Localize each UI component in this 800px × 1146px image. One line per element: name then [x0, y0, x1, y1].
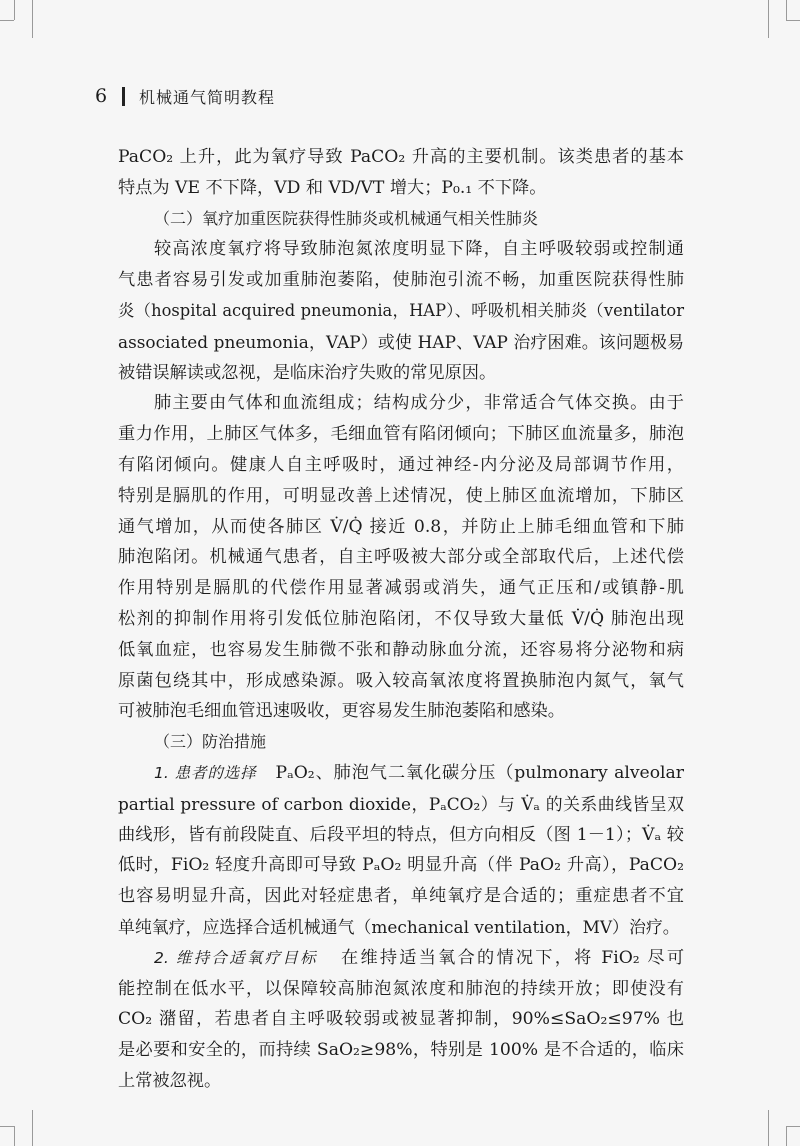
text-line: 低氧血症，也容易发生肺微不张和静动脉血分流，还容易将分泌物和病 — [118, 639, 684, 660]
text-line: 能控制在低水平，以保障较高肺泡氮浓度和肺泡的持续开放；即使没有 — [118, 978, 684, 999]
crop-mark-top-right-v2 — [786, 0, 787, 20]
text-line: 单纯氧疗，应选择合适机械通气（mechanical ventilation，MV）治疗。 — [118, 916, 680, 937]
text-line: 较高浓度氧疗将导致肺泡氮浓度明显下降，自主呼吸较弱或控制通 — [154, 239, 684, 260]
text-line: 通气增加，从而使各肺区 V̇/Q̇ 接近 0.8，并防止上肺毛细血管和下肺 — [118, 516, 684, 537]
text-span: 在维持适当氧合的情况下，将 FiO₂ 尽可 — [341, 947, 685, 968]
text-line: 被错误解读或忽视，是临床治疗失败的常见原因。 — [118, 362, 497, 383]
crop-mark-top-left-h — [0, 20, 14, 21]
text-line: 气患者容易引发或加重肺泡萎陷，使肺泡引流不畅，加重医院获得性肺 — [118, 270, 684, 291]
text-line: 肺泡陷闭。机械通气患者，自主呼吸被大部分或全部取代后，上述代偿 — [118, 547, 684, 568]
text-line: 特别是膈肌的作用，可明显改善上述情况，使上肺区血流增加，下肺区 — [118, 485, 684, 506]
crop-mark-top-right-v — [768, 0, 769, 38]
crop-mark-bottom-left-h — [0, 1126, 14, 1127]
crop-mark-bottom-right-h — [786, 1126, 800, 1127]
text-line: 炎（hospital acquired pneumonia，HAP）、呼吸机相关肺炎（ventilator — [118, 300, 684, 320]
page-number: 6 — [94, 85, 108, 107]
text-line: 上常被忽视。 — [118, 1070, 222, 1091]
text-line: 曲线形，皆有前段陡直、后段平坦的特点，但方向相反（图 1－1）；V̇ₐ 较 — [118, 824, 684, 845]
crop-mark-bottom-right-v2 — [786, 1126, 787, 1146]
text-line: 可被肺泡毛细血管迅速吸收，更容易发生肺泡萎陷和感染。 — [118, 701, 565, 722]
crop-mark-bottom-left-v — [32, 1110, 33, 1146]
subheading-inline: 1. 患者的选择 — [154, 763, 257, 782]
text-line: 有陷闭倾向。健康人自主呼吸时，通过神经-内分泌及局部调节作用， — [118, 454, 684, 475]
text-line: CO₂ 潴留，若患者自主呼吸较弱或被显著抑制，90%≤SaO₂≤97% 也 — [118, 1009, 684, 1030]
text-line: associated pneumonia，VAP）或使 HAP、VAP 治疗困难。该问题极易 — [118, 331, 684, 352]
text-line: 重力作用，上肺区气体多，毛细血管有陷闭倾向；下肺区血流量多，肺泡 — [118, 424, 684, 445]
text-line — [118, 758, 684, 789]
text-line: 是必要和安全的，而持续 SaO₂≥98%，特别是 100% 是不合适的，临床 — [118, 1040, 684, 1061]
text-line: 特点为 VE 不下降，VD 和 VD/VT 增大；P₀.₁ 不下降。 — [118, 177, 547, 198]
crop-mark-top-left-v — [32, 0, 33, 38]
section-heading: （三）防治措施 — [154, 732, 267, 752]
header-divider — [122, 87, 125, 106]
crop-mark-bottom-right-v — [768, 1110, 769, 1146]
text-line: 肺主要由气体和血流组成；结构成分少，非常适合气体交换。由于 — [154, 393, 684, 414]
body-text — [118, 142, 684, 1097]
text-line: 也容易明显升高，因此对轻症患者，单纯氧疗是合适的；重症患者不宜 — [118, 886, 684, 907]
crop-mark-top-left-v2 — [14, 0, 15, 20]
subheading-inline: 2. 维持合适氧疗目标 — [154, 948, 318, 967]
book-title: 机械通气简明教程 — [139, 87, 276, 107]
text-line — [118, 943, 684, 974]
crop-mark-top-right-h — [786, 20, 800, 21]
text-line: 低时，FiO₂ 轻度升高即可导致 PₐO₂ 明显升高（伴 PaO₂ 升高），PaCO₂ — [118, 855, 684, 876]
text-line: 原菌包绕其中，形成感染源。吸入较高氧浓度将置换肺泡内氮气，氧气 — [118, 670, 684, 691]
text-line: 松剂的抑制作用将引发低位肺泡陷闭，不仅导致大量低 V̇/Q̇ 肺泡出现 — [118, 608, 684, 629]
text-line: PaCO₂ 上升，此为氧疗导致 PaCO₂ 升高的主要机制。该类患者的基本 — [118, 147, 684, 167]
crop-mark-bottom-left-v2 — [14, 1126, 15, 1146]
text-span: PₐO₂、肺泡气二氧化碳分压（pulmonary alveolar — [275, 762, 685, 783]
section-heading: （二）氧疗加重医院获得性肺炎或机械通气相关性肺炎 — [154, 208, 539, 228]
running-header — [92, 84, 275, 108]
text-line: partial pressure of carbon dioxide，PₐCO₂）与 V̇ₐ 的关系曲线皆呈双 — [118, 793, 684, 814]
text-line: 作用特别是膈肌的代偿作用显著减弱或消失，通气正压和/或镇静-肌 — [118, 578, 684, 599]
